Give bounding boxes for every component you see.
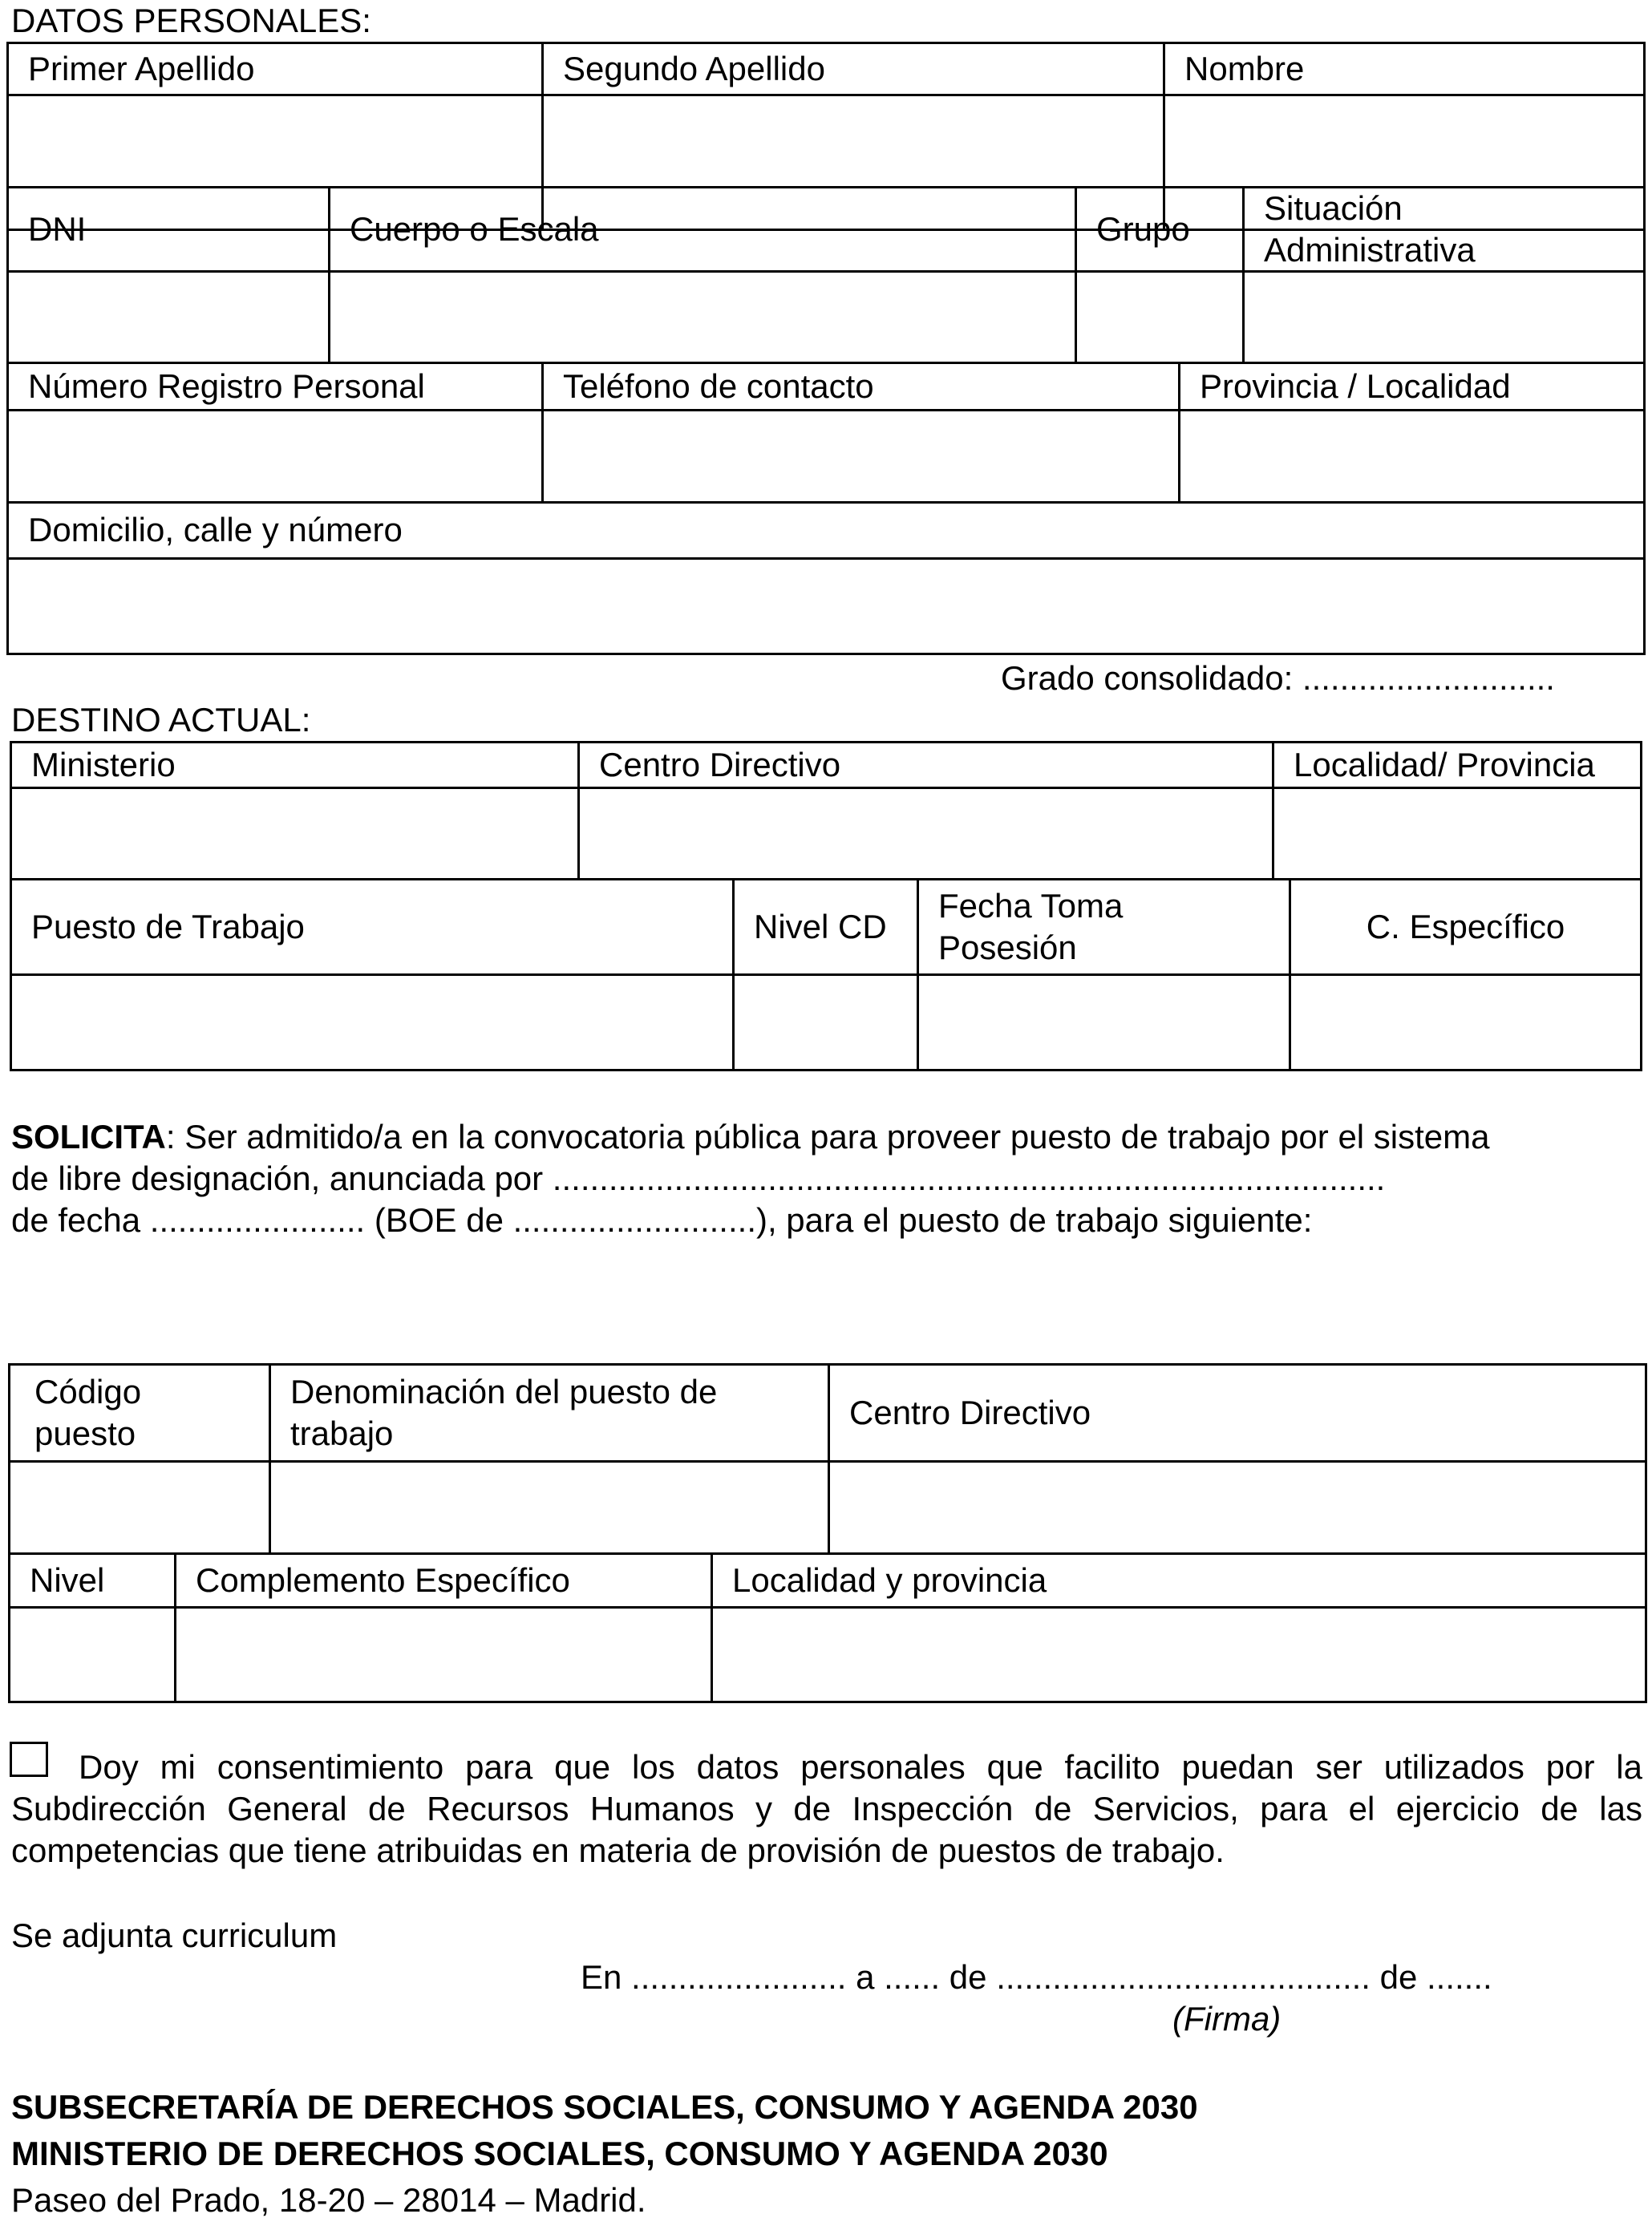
ministerio-field[interactable] [10, 787, 580, 880]
domicilio-field[interactable] [6, 557, 1646, 655]
header-codigo-puesto [8, 1363, 271, 1463]
puesto-solicitado-table [8, 1363, 1647, 1703]
codigo-label-line2: puesto [34, 1415, 136, 1452]
header-localidad-y-provincia: Localidad y provincia [711, 1552, 1647, 1609]
header-dni: DNI [6, 186, 330, 273]
header-ministerio: Ministerio [10, 741, 580, 789]
fecha-label-line2: Posesión [938, 929, 1077, 966]
solicita-line3: de fecha ....................... (BOE de ..........................), para el puesto de trabajo siguiente: [11, 1201, 1313, 1239]
solicita-label: SOLICITA [11, 1118, 166, 1155]
header-segundo-apellido: Segundo Apellido [541, 42, 1165, 96]
signature-label: (Firma) [1172, 2000, 1282, 2038]
header-numero-registro: Número Registro Personal [6, 362, 544, 411]
personal-data-table [6, 42, 1646, 658]
grupo-field[interactable] [1075, 270, 1245, 364]
place-date-line: En ....................... a ...... de ........................................ de ....... [581, 1958, 1492, 1996]
header-complemento-especifico: Complemento Específico [174, 1552, 713, 1609]
puesto-centro-directivo-field[interactable] [828, 1460, 1647, 1555]
personal-section-title: DATOS PERSONALES: [11, 2, 371, 39]
codigo-puesto-field[interactable] [8, 1460, 271, 1555]
header-grupo: Grupo [1075, 186, 1245, 273]
consent-line3: competencias que tiene atribuidas en materia de provisión de puestos de trabajo. [11, 1831, 1225, 1869]
centro-directivo-field[interactable] [577, 787, 1274, 880]
situacion-label-line1: Situación [1264, 188, 1403, 227]
header-denominacion-puesto [269, 1363, 830, 1463]
localidad-y-provincia-field[interactable] [711, 1606, 1647, 1703]
footer-ministerio: MINISTERIO DE DERECHOS SOCIALES, CONSUMO Y AGENDA 2030 [11, 2135, 1108, 2172]
header-centro-directivo: Centro Directivo [577, 741, 1274, 789]
header-cuerpo-escala: Cuerpo o Escala [328, 186, 1077, 273]
situacion-administrativa-field[interactable] [1242, 270, 1646, 364]
header-nivel: Nivel [8, 1552, 176, 1609]
header-domicilio: Domicilio, calle y número [6, 501, 1646, 560]
solicita-line1 [11, 1116, 1647, 1158]
destino-table [10, 741, 1642, 1071]
codigo-label-line1: Código [34, 1372, 142, 1410]
solicita-line1-text: : Ser admitido/a en la convocatoria pública para proveer puesto de trabajo por el sistema [165, 1118, 1490, 1155]
header-nombre: Nombre [1163, 42, 1646, 96]
header-primer-apellido: Primer Apellido [6, 42, 544, 96]
consent-paragraph [11, 1746, 1642, 1872]
curriculum-note: Se adjunta curriculum [11, 1916, 338, 1954]
denominacion-label-line1: Denominación del puesto de [290, 1372, 718, 1410]
denominacion-puesto-field[interactable] [269, 1460, 830, 1555]
header-puesto-trabajo: Puesto de Trabajo [10, 878, 735, 976]
fecha-toma-posesion-field[interactable] [917, 973, 1291, 1071]
puesto-trabajo-field[interactable] [10, 973, 735, 1071]
consent-line2: Subdirección General de Recursos Humanos y de Inspección de Servicios, para el ejercicio de las [11, 1790, 1642, 1827]
destino-section-title: DESTINO ACTUAL: [11, 701, 311, 739]
numero-registro-field[interactable] [6, 409, 544, 504]
situacion-label-line2: Administrativa [1264, 231, 1476, 269]
cuerpo-escala-field[interactable] [328, 270, 1077, 364]
header-localidad-provincia: Localidad/ Provincia [1272, 741, 1642, 789]
footer-address: Paseo del Prado, 18-20 – 28014 – Madrid. [11, 2181, 646, 2219]
telefono-field[interactable] [541, 409, 1180, 504]
nivel-cd-field[interactable] [732, 973, 919, 1071]
header-c-especifico: C. Específico [1289, 878, 1642, 976]
c-especifico-field[interactable] [1289, 973, 1642, 1071]
solicita-line2: de libre designación, anunciada por ......................................................................................... [11, 1160, 1386, 1197]
footer-subsecretaria: SUBSECRETARÍA DE DERECHOS SOCIALES, CONSUMO Y AGENDA 2030 [11, 2088, 1198, 2126]
header-telefono: Teléfono de contacto [541, 362, 1180, 411]
header-puesto-centro-directivo: Centro Directivo [828, 1363, 1647, 1463]
solicita-paragraph [11, 1116, 1647, 1241]
localidad-provincia-field[interactable] [1272, 787, 1642, 880]
grado-consolidado: Grado consolidado: ........................... [1001, 659, 1555, 697]
header-provincia-localidad: Provincia / Localidad [1178, 362, 1646, 411]
provincia-localidad-field[interactable] [1178, 409, 1646, 504]
header-situacion-administrativa [1242, 186, 1646, 273]
nivel-field[interactable] [8, 1606, 176, 1703]
denominacion-label-line2: trabajo [290, 1415, 394, 1452]
consent-line1: Doy mi consentimiento para que los datos personales que facilito puedan ser utilizados por la [79, 1748, 1642, 1786]
fecha-label-line1: Fecha Toma [938, 886, 1124, 925]
header-nivel-cd: Nivel CD [732, 878, 919, 976]
complemento-especifico-field[interactable] [174, 1606, 713, 1703]
header-fecha-toma-posesion [917, 878, 1291, 976]
